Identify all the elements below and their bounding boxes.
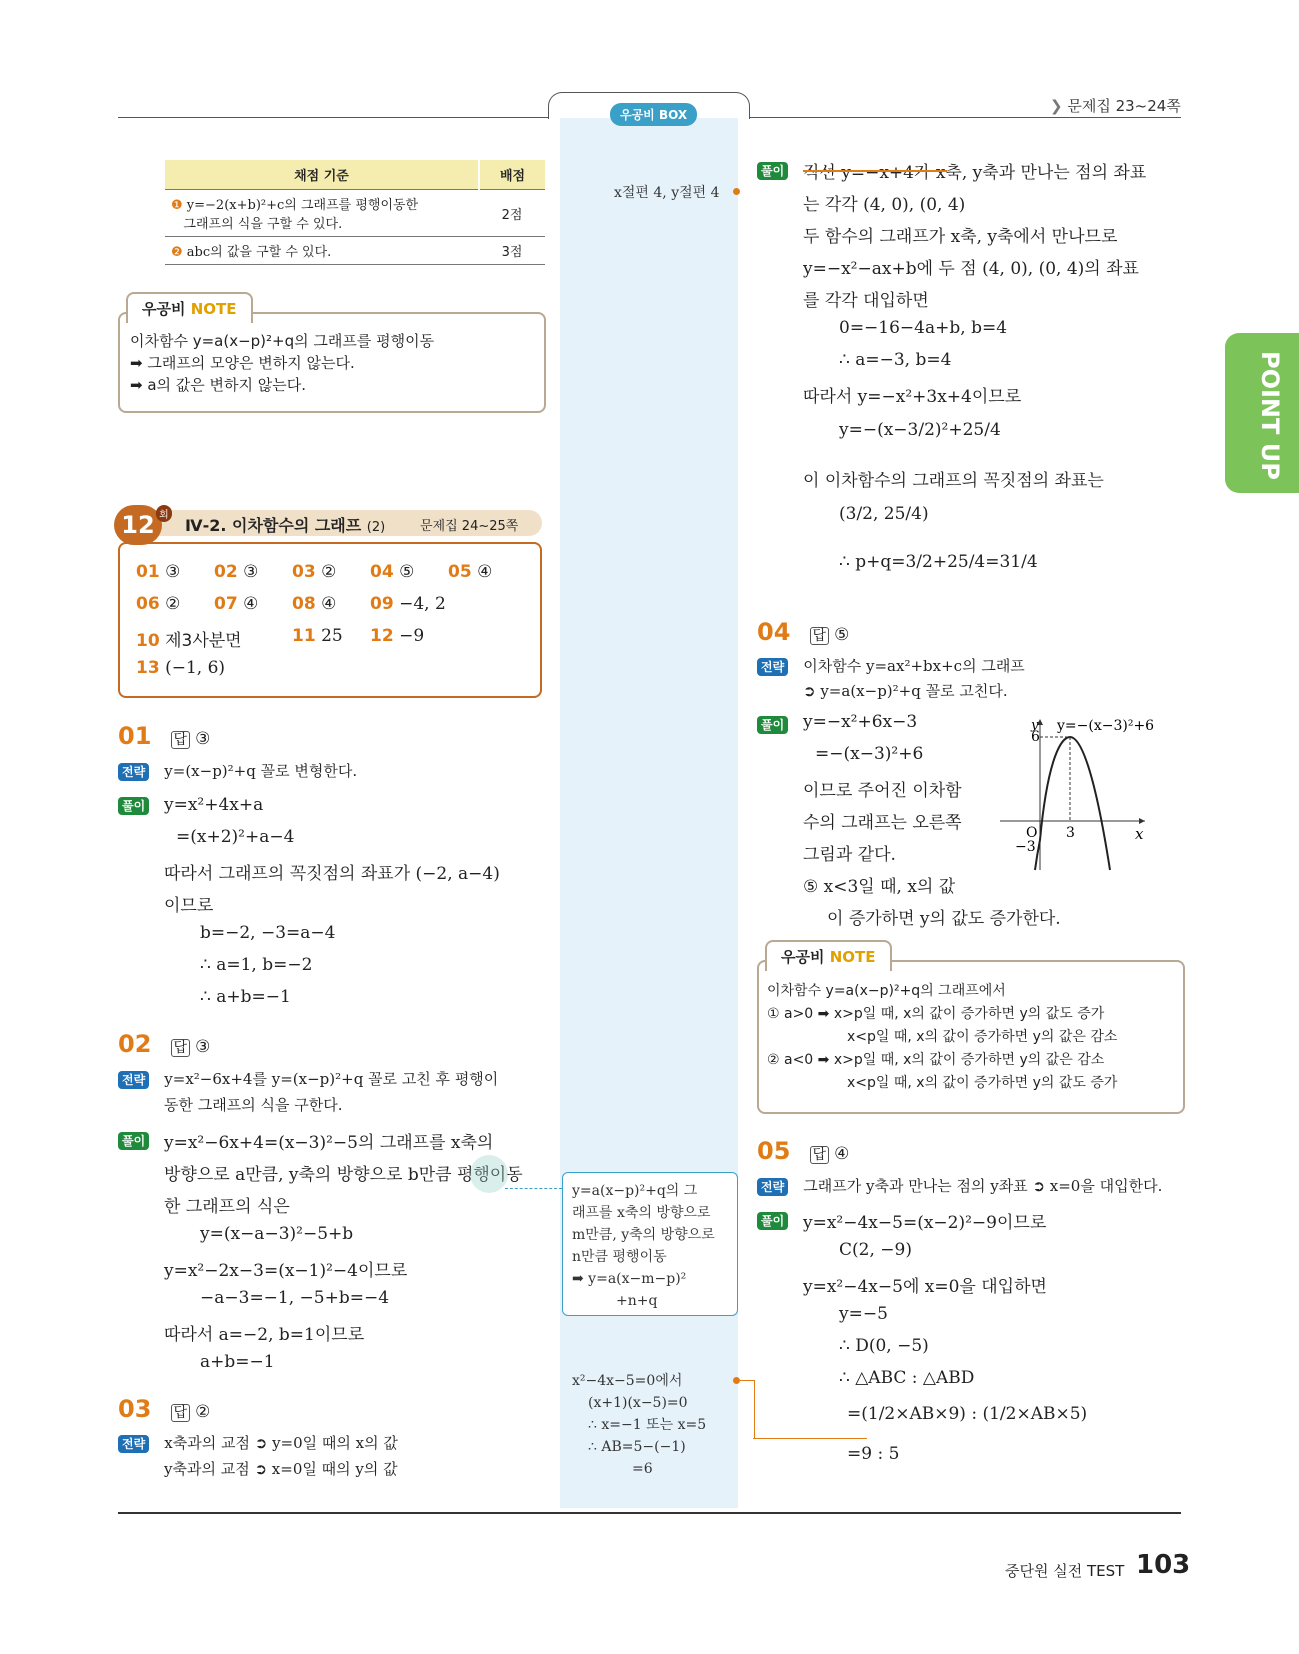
q05-puri-tag: 풀이	[757, 1210, 788, 1230]
tick-m3: −3	[1015, 839, 1036, 855]
box-label: 우공비 BOX	[610, 103, 697, 126]
connector-dashed	[505, 1188, 562, 1189]
footer-rule	[118, 1512, 1181, 1514]
q03-strategy-2: y축과의 교점 ➲ x=0일 때의 y의 값	[164, 1460, 398, 1478]
section-title: Ⅳ-2. 이차함수의 그래프 (2)	[185, 516, 386, 535]
note-tab-2: 우공비 NOTE	[765, 940, 892, 971]
origin-label: O	[1026, 825, 1038, 841]
q02-strategy-2: 동한 그래프의 식을 구한다.	[164, 1096, 343, 1114]
answer-06: 06 ②	[136, 594, 181, 614]
q03-header: 03 답 ②	[118, 1395, 211, 1423]
answer-07: 07 ④	[214, 594, 259, 614]
tick-3: 3	[1066, 825, 1075, 841]
score-col2: 배점	[479, 160, 545, 190]
answer-04: 04 ⑤	[370, 562, 415, 582]
sidebar-translation: y=a(x−p)²+q의 그 래프를 x축의 방향으로 m만큼, y축의 방향으로 n만큼 평행이동 ➡ y=a(x−m−p)² +n+q	[572, 1183, 715, 1309]
answer-13: 13 (−1, 6)	[136, 658, 226, 678]
q01-solution: y=x²+4x+a =(x+2)²+a−4 따라서 그래프의 꼭짓점의 좌표가 (−2, a−4) 이므로 b=−2, −3=a−4 ∴ a=1, b=−2 ∴ a+b=−1	[164, 795, 500, 1007]
x-arrow-icon	[1139, 818, 1145, 824]
parabola	[1035, 737, 1110, 870]
q04-solution: y=−x²+6x−3 =−(x−3)²+6 이므로 주어진 이차함 수의 그래프는 오른쪽 그림과 같다. ⑤ x<3일 때, x의 값 이 증가하면 y의 값도 증가한다.	[803, 712, 1061, 929]
answer-09: 09 −4, 2	[370, 594, 446, 614]
sidebar-intercept: x절편 4, y절편 4	[614, 185, 720, 201]
note1-text: 이차함수 y=a(x−p)²+q의 그래프를 평행이동 ➡ 그래프의 모양은 변하지 않는다. ➡ a의 값은 변하지 않는다.	[130, 332, 435, 394]
sidebar-dot-2	[733, 1377, 740, 1384]
answer-02: 02 ③	[214, 562, 259, 582]
q05-header: 05 답 ④	[757, 1137, 850, 1165]
connector-q05-a	[740, 1380, 755, 1439]
sidebar-roots: x²−4x−5=0에서 (x+1)(x−5)=0 ∴ x=−1 또는 x=5 ∴ AB=5−(−1) =6	[572, 1373, 707, 1477]
q01-puri-tag: 풀이	[118, 795, 149, 815]
q03-puri-tag: 풀이	[757, 160, 788, 180]
answer-08: 08 ④	[292, 594, 337, 614]
point-up-label: POINT UP	[1256, 350, 1284, 480]
q04-strategy-2: ➲ y=a(x−p)²+q 꼴로 고친다.	[803, 682, 1008, 700]
q01-strategy: 전략 y=(x−p)²+q 꼴로 변형한다.	[118, 760, 357, 781]
header-ref: ❯ 문제집 23~24쪽	[1050, 97, 1181, 115]
q02-puri-tag: 풀이	[118, 1130, 149, 1150]
q04-header: 04 답 ⑤	[757, 618, 850, 646]
underline-intercept	[803, 170, 947, 172]
section-hoe: 회	[156, 505, 172, 522]
section-num: 12	[114, 505, 162, 545]
answer-01: 01 ③	[136, 562, 181, 582]
note-tab-1: 우공비 NOTE	[126, 292, 253, 323]
answer-05: 05 ④	[448, 562, 493, 582]
top-rule-left	[118, 117, 548, 118]
score-table	[165, 160, 545, 265]
q04-puri-tag: 풀이	[757, 714, 788, 734]
highlight-circle	[470, 1155, 508, 1193]
sidebar-dot-1	[733, 188, 740, 195]
page-number: 103	[1136, 1550, 1191, 1580]
x-label: x	[1135, 825, 1144, 843]
note2-text: 이차함수 y=a(x−p)²+q의 그래프에서 ① a>0 ➡ x>p일 때, x의 값이 증가하면 y의 값도 증가 x<p일 때, x의 값이 증가하면 y의 값은 감소 ② a<0 ➡ x>p일 때, x의 값이 증가하면 y의 값은 감소 x<p일 때, x의 값이 증가하면 y의 값도 증가	[767, 983, 1118, 1091]
q04-strategy: 전략 이차함수 y=ax²+bx+c의 그래프	[757, 655, 1025, 676]
score-col1: 채점 기준	[165, 160, 479, 190]
curve-label: y=−(x−3)²+6	[1057, 718, 1155, 734]
answer-11: 11 25	[292, 626, 343, 646]
answer-03: 03 ②	[292, 562, 337, 582]
table-row: ❶ y=−2(x+b)²+c의 그래프를 평행이동한 그래프의 식을 구할 수 있다. 2점	[165, 190, 545, 237]
q04-graph	[995, 715, 1185, 875]
section-ref: 문제집 24~25쪽	[420, 519, 519, 534]
q05-solution: y=x²−4x−5=(x−2)²−9이므로 C(2, −9) y=x²−4x−5에 x=0을 대입하면 y=−5 ∴ D(0, −5) ∴ △ABC : △ABD =(1/2×AB×9) : (1/2×AB×5) =9 : 5	[803, 1213, 1088, 1464]
footer-label: 중단원 실전 TEST	[1005, 1562, 1125, 1580]
answer-12: 12 −9	[370, 626, 425, 646]
y-label: y	[1031, 718, 1039, 733]
tick-6: 6	[1031, 729, 1040, 745]
answer-10: 10 제3사분면	[136, 631, 242, 651]
top-rule-right	[748, 117, 1181, 118]
q02-header: 02 답 ③	[118, 1030, 211, 1058]
q05-strategy: 전략 그래프가 y축과 만나는 점의 y좌표 ➲ x=0을 대입한다.	[757, 1175, 1162, 1196]
q02-solution: y=x²−6x+4=(x−3)²−5의 그래프를 x축의 방향으로 a만큼, y축의 방향으로 b만큼 평행이동 한 그래프의 식은 y=(x−a−3)²−5+b y=x²−2x−3=(x−1)²−4이므로 −a−3=−1, −5+b=−4 따라서 a=−2, b=1이므로 a+b=−1	[164, 1133, 523, 1372]
table-row: ❷ abc의 값을 구할 수 있다. 3점	[165, 237, 545, 265]
q03-strategy: 전략 x축과의 교점 ➲ y=0일 때의 x의 값	[118, 1432, 398, 1453]
q03-solution: 직선 y=−x+4가 x축, y축과 만나는 점의 좌표 는 각각 (4, 0), (0, 4) 두 함수의 그래프가 x축, y축에서 만나므로 y=−x²−ax+b에 두 점 (4, 0), (0, 4)의 좌표 를 각각 대입하면 0=−16−4a+b, b=4 ∴ a=−3, b=4 따라서 y=−x²+3x+4이므로 y=−(x−3/2)²+25/4 이 이차함수의 그래프의 꼭짓점의 좌표는 (3/2, 25/4) ∴ p+q=3/2+25/4=31/4	[803, 163, 1147, 572]
q02-strategy: 전략 y=x²−6x+4를 y=(x−p)²+q 꼴로 고친 후 평행이	[118, 1068, 498, 1089]
q01-header: 01 답 ③	[118, 722, 211, 750]
